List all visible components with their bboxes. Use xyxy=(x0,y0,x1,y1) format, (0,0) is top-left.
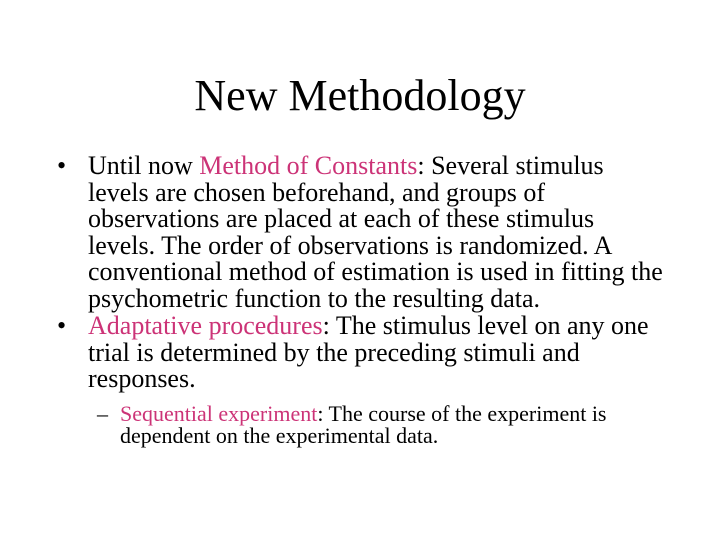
bullet-list xyxy=(55,153,665,448)
bullet-text: : Several stimulus levels are chosen beforehand, and groups of observations are placed at each of these stimulus levels. The order of observations is randomized. A conventional method of estimation is used in fitting the psychometric function to the resulting data. xyxy=(88,151,663,313)
sub-bullet-sequential-experiment xyxy=(55,400,665,448)
sub-bullet-marker: – xyxy=(97,400,108,426)
bullet-lead-text: Until now xyxy=(88,151,200,180)
bullet-item-method-of-constants xyxy=(55,153,665,312)
bullet-item-adaptative-procedures xyxy=(55,313,665,393)
term-sequential-experiment: Sequential experiment xyxy=(120,400,318,426)
sub-bullet-text: : The course of the experiment is dependent on the experimental data. xyxy=(120,400,607,448)
term-method-of-constants: Method of Constants xyxy=(199,151,418,180)
bullet-marker: • xyxy=(57,151,67,180)
slide-title: New Methodology xyxy=(194,71,526,120)
bullet-marker: • xyxy=(57,311,67,340)
bullet-text: : The stimulus level on any one trial is determined by the preceding stimuli and responses. xyxy=(88,311,649,393)
term-adaptative-procedures: Adaptative procedures xyxy=(88,311,323,340)
